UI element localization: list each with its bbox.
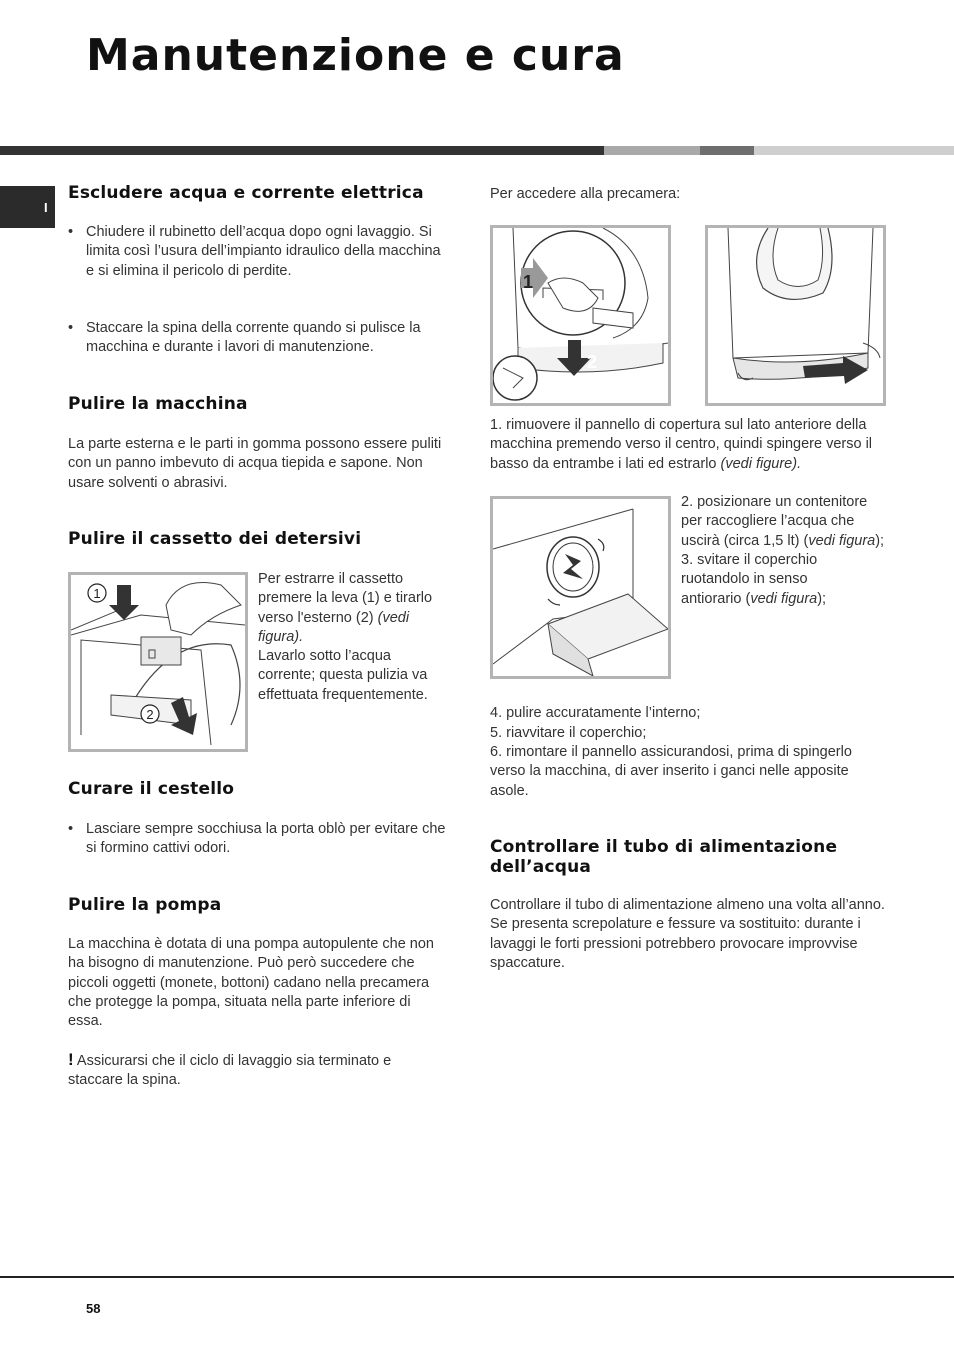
- warning-text: Assicurarsi che il ciclo di lavaggio sia terminato e staccare la spina.: [68, 1053, 392, 1089]
- paragraph-access-intro: Per accedere alla precamera:: [490, 186, 681, 202]
- paragraph-step-6: 6. rimontare il pannello assicurandosi, prima di spingerlo verso la macchina, di aver inserito i ganci nelle apposite asole.: [490, 744, 852, 799]
- paragraph-drawer-extract: [258, 570, 448, 647]
- bullet-tap: • Chiudere il rubinetto dell’acqua dopo ogni lavaggio. Si limita così l’usura dell’impianto idraulico della macchina e si elimina il pericolo di perdite.: [68, 223, 446, 281]
- section-heading-hose: Controllare il tubo di alimentazione dell’acqua: [490, 837, 838, 877]
- drawer-extract-ref: (vedi figura).: [258, 609, 410, 645]
- language-tab-label: I: [44, 200, 48, 215]
- figure-unscrew-cover: [490, 496, 671, 679]
- extract-panel-illustration: [708, 228, 883, 403]
- step-1-ref: (vedi figure).: [720, 455, 802, 472]
- paragraph-step-5: 5. riavvitare il coperchio;: [490, 725, 647, 741]
- warning-icon: !: [68, 1050, 74, 1069]
- language-tab: [0, 186, 55, 228]
- step-1-text: 1. rimuovere il pannello di copertura sul lato anteriore della macchina premendo verso il centro, quindi spingere verso il basso da entrambe i lati ed estrarlo: [490, 417, 873, 472]
- step-3-end: );: [817, 590, 827, 607]
- step-2-ref: vedi figura: [808, 532, 876, 549]
- page-number: 58: [86, 1301, 101, 1316]
- figure-callout-2: 2: [146, 707, 154, 722]
- bar-segment-mid: [604, 146, 700, 155]
- drawer-extract-text: Per estrarre il cassetto premere la leva (1) e tirarlo verso l'esterno (2): [258, 571, 433, 626]
- section-heading-utilities: Escludere acqua e corrente elettrica: [68, 183, 424, 203]
- footer-rule: [0, 1276, 954, 1278]
- bar-segment-dark: [0, 146, 604, 155]
- bullet-door: • Lasciare sempre socchiusa la porta oblò per evitare che si formino cattivi odori.: [68, 820, 448, 859]
- paragraph-step-3: [681, 551, 851, 609]
- figure-extract-panel: [705, 225, 886, 406]
- unscrew-cover-illustration: [493, 499, 668, 676]
- paragraph-drawer-wash: Lavarlo sotto l’acqua corrente; questa pulizia va effettuata frequentemente.: [258, 648, 428, 703]
- paragraph-pump: La macchina è dotata di una pompa autopulente che non ha bisogno di manutenzione. Può però succedere che piccoli oggetti (monete, bottoni) cadano nella precamera che protegge la pompa, situata nella parte inferiore di essa.: [68, 936, 434, 1030]
- figure-remove-panel: [490, 225, 671, 406]
- header-color-bar: [0, 146, 954, 155]
- paragraph-step-2: [681, 493, 886, 551]
- bullet-plug: • Staccare la spina della corrente quando si pulisce la macchina e durante i lavori di manutenzione.: [68, 319, 448, 358]
- step-3-ref: vedi figura: [750, 590, 818, 607]
- step-2-text: 2. posizionare un contenitore per raccogliere l’acqua che uscirà (circa 1,5 lt) (: [681, 494, 868, 549]
- step-3-text: 3. svitare il coperchio ruotandolo in senso antiorario (: [681, 552, 818, 607]
- page-title: Manutenzione e cura: [86, 30, 625, 81]
- bar-segment-gray: [700, 146, 754, 155]
- figure-callout-2: 2: [587, 352, 598, 372]
- paragraph-step-4: 4. pulire accuratamente l’interno;: [490, 705, 701, 721]
- figure-detergent-drawer: [68, 572, 248, 752]
- paragraph-clean-machine: La parte esterna e le parti in gomma possono essere puliti con un panno imbevuto di acqua tiepida e sapone. Non usare solventi o abrasivi.: [68, 436, 442, 491]
- paragraph-pump-warning: [68, 1050, 448, 1091]
- bar-segment-light: [754, 146, 954, 155]
- figure-callout-1: 1: [523, 272, 534, 292]
- section-heading-clean-machine: Pulire la macchina: [68, 394, 248, 414]
- paragraph-hose: Controllare il tubo di alimentazione almeno una volta all’anno. Se presenta screpolature e fessure va sostituito: durante i lavaggi le forti pressioni potrebbero provocare improvvise spaccature.: [490, 897, 885, 971]
- drawer-illustration: [71, 575, 245, 749]
- remove-panel-illustration: [493, 228, 668, 403]
- section-heading-drawer: Pulire il cassetto dei detersivi: [68, 529, 362, 549]
- paragraph-step-1: [490, 416, 890, 474]
- figure-callout-1: 1: [93, 586, 101, 601]
- section-heading-pump: Pulire la pompa: [68, 895, 222, 915]
- section-heading-drum: Curare il cestello: [68, 779, 235, 799]
- step-2-end: );: [875, 532, 885, 549]
